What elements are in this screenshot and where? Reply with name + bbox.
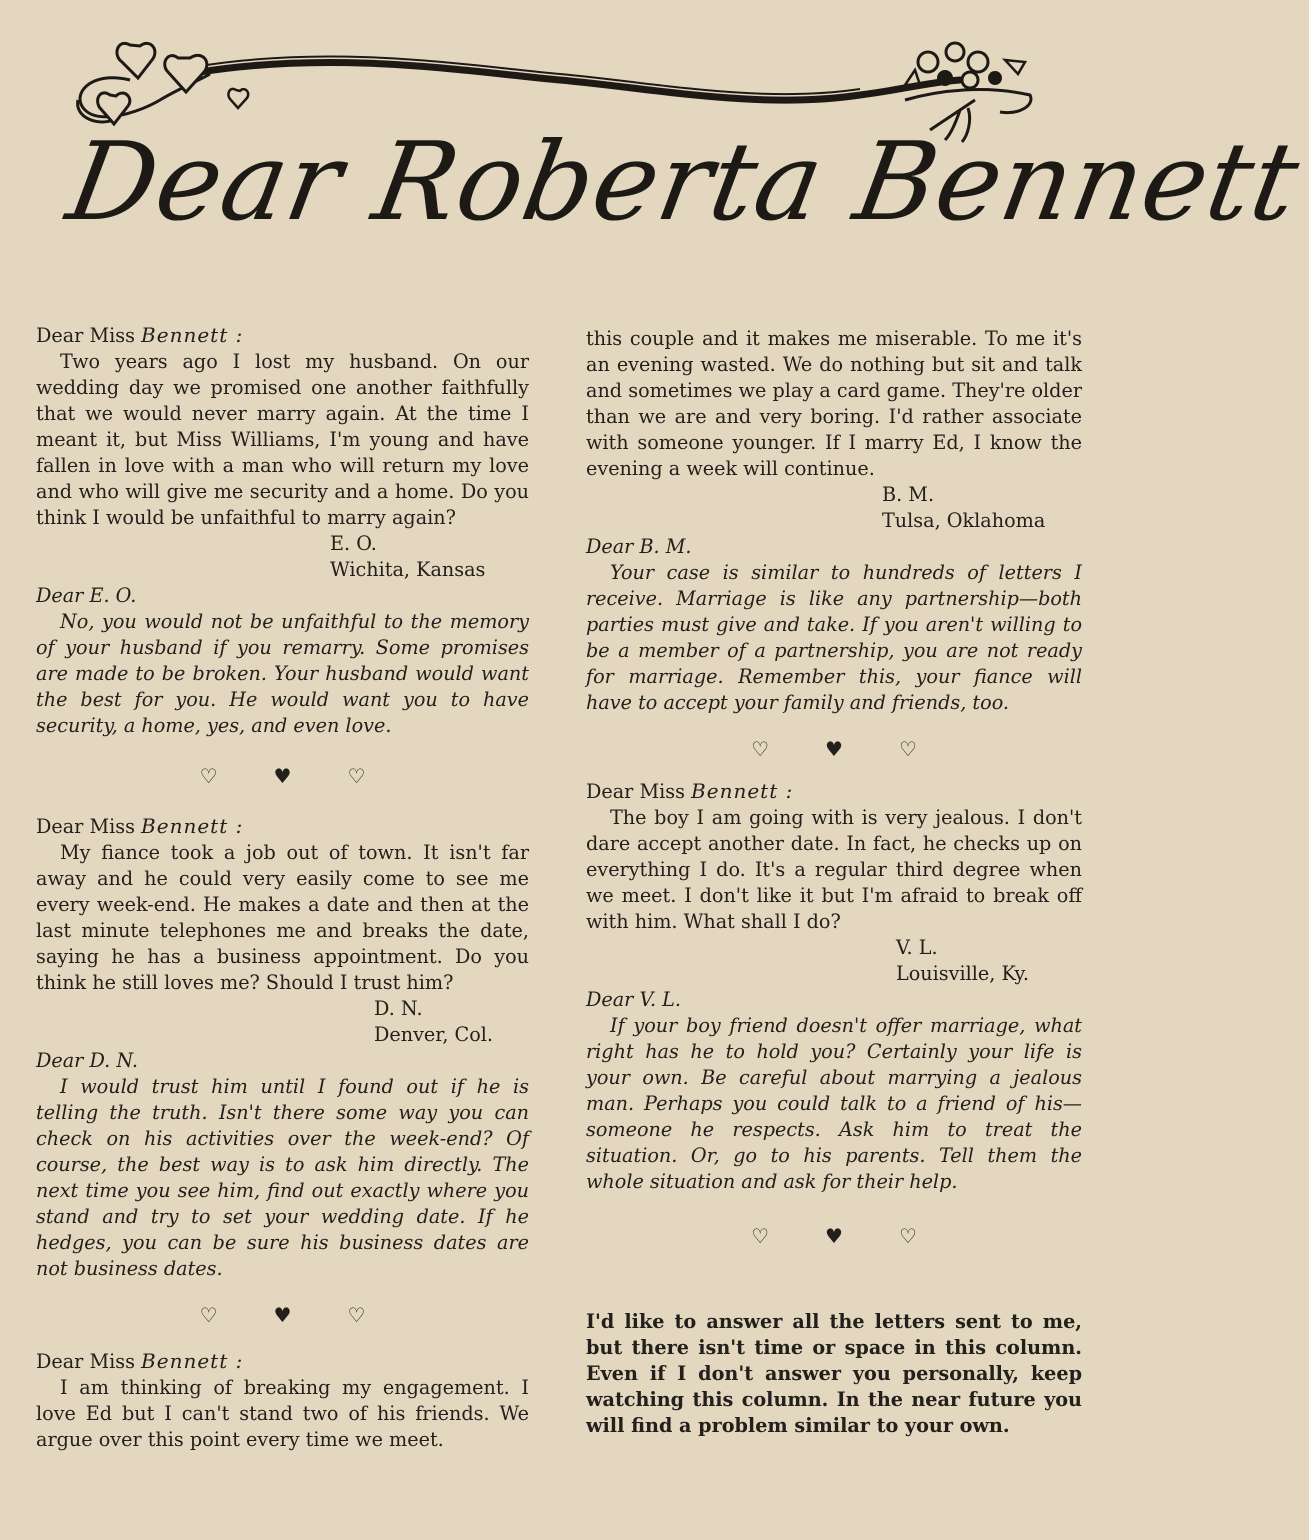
heart-outline-icon: ♡ bbox=[347, 764, 366, 788]
letter-signoff bbox=[586, 935, 1082, 987]
masthead bbox=[0, 0, 1309, 300]
reply-body: No, you would not be unfaithful to the memory of your husband if you remarry. Some promises are made to be broken. Your husband would want the best for you. He would want you to have security, a home, yes, and even love. bbox=[36, 610, 529, 737]
letter-salutation bbox=[586, 778, 1082, 805]
letter-3-continued bbox=[586, 326, 1082, 716]
heart-divider bbox=[586, 716, 1082, 778]
letter-salutation bbox=[36, 813, 529, 840]
heart-divider bbox=[586, 1195, 1082, 1249]
letter-signoff bbox=[36, 531, 529, 583]
letter-signoff bbox=[36, 996, 529, 1048]
heart-divider bbox=[36, 1282, 529, 1348]
salutation-prefix: Dear Miss bbox=[36, 324, 135, 347]
heart-filled-icon: ♥ bbox=[273, 1303, 292, 1327]
letter-body: My fiance took a job out of town. It isn't far away and he could very easily come to see me every week-end. He makes a date and then at the last minute telephones me and breaks the date, saying he has a business appointment. Do you think he still loves me? Should I trust him? bbox=[36, 841, 529, 994]
heart-outline-icon: ♡ bbox=[751, 737, 770, 761]
heart-outline-icon: ♡ bbox=[898, 1224, 917, 1248]
heart-outline-icon: ♡ bbox=[199, 764, 218, 788]
letter-location: Louisville, Ky. bbox=[896, 962, 1029, 985]
salutation-prefix: Dear Miss bbox=[586, 780, 685, 803]
letter-location: Wichita, Kansas bbox=[330, 558, 486, 581]
letter-initials: B. M. bbox=[882, 483, 935, 506]
right-column bbox=[586, 326, 1082, 1439]
heart-filled-icon: ♥ bbox=[825, 1224, 843, 1248]
reply-heading: Dear V. L. bbox=[586, 988, 681, 1011]
letter-salutation bbox=[36, 322, 529, 349]
heart-outline-icon: ♡ bbox=[898, 737, 917, 761]
column-title: Dear Roberta Bennett bbox=[59, 120, 1309, 245]
letter-location: Denver, Col. bbox=[374, 1023, 494, 1046]
reply-body: I would trust him until I found out if he is telling the truth. Isn't there some way you can check on his activities over the week-end? Of course, the best way is to ask him directly. The next time you see him, find out exactly where you stand and try to set your wedding date. If he hedges, you can be sure his business dates are not business dates. bbox=[36, 1075, 529, 1280]
reply-heading: Dear E. O. bbox=[36, 584, 137, 607]
salutation-signature: Bennett : bbox=[141, 1349, 244, 1373]
heart-outline-icon: ♡ bbox=[751, 1224, 770, 1248]
letter-body: Two years ago I lost my husband. On our wedding day we promised one another faithfully that we would never marry again. At the time I meant it, but Miss Williams, I'm young and have fallen in love with a man who will return my love and who will give me security and a home. Do you think I would be unfaithful to marry again? bbox=[36, 350, 529, 529]
heart-outline-icon: ♡ bbox=[347, 1303, 366, 1327]
salutation-signature: Bennett : bbox=[141, 814, 244, 838]
letter-salutation bbox=[36, 1348, 529, 1375]
salutation-prefix: Dear Miss bbox=[36, 815, 135, 838]
salutation-prefix: Dear Miss bbox=[36, 1350, 135, 1373]
letter-body: The boy I am going with is very jealous. I don't dare accept another date. In fact, he checks up on everything I do. It's a regular third degree when we meet. I don't like it but I'm afraid to break off with him. What shall I do? bbox=[586, 806, 1082, 933]
heart-filled-icon: ♥ bbox=[273, 764, 292, 788]
letter-3 bbox=[36, 1348, 529, 1453]
letter-1 bbox=[36, 322, 529, 739]
reply-heading: Dear D. N. bbox=[36, 1049, 139, 1072]
heart-divider bbox=[36, 739, 529, 813]
reply-heading: Dear B. M. bbox=[586, 535, 692, 558]
reply-body: Your case is similar to hundreds of letters I receive. Marriage is like any partnership—both parties must give and take. If you aren't willing to be a member of a partnership, you are not ready for marriage. Remember this, your fiance will have to accept your family and friends, too. bbox=[586, 561, 1082, 714]
salutation-signature: Bennett : bbox=[141, 323, 244, 347]
closing-note: I'd like to answer all the letters sent to me, but there isn't time or space in this column. Even if I don't answer you personally, keep watching this column. In the near future you will find a problem similar to your own. bbox=[586, 1310, 1082, 1437]
letter-2 bbox=[36, 813, 529, 1282]
salutation-signature: Bennett : bbox=[691, 779, 794, 803]
letter-initials: E. O. bbox=[330, 532, 377, 555]
letter-initials: D. N. bbox=[374, 997, 423, 1020]
letter-location: Tulsa, Oklahoma bbox=[882, 509, 1046, 532]
letter-body: I am thinking of breaking my engagement. I love Ed but I can't stand two of his friends. We argue over this point every time we meet. bbox=[36, 1376, 529, 1451]
letter-body-continued: this couple and it makes me miserable. To me it's an evening wasted. We do nothing but sit and talk and sometimes we play a card game. They're older than we are and very boring. I'd rather associate with someone younger. If I marry Ed, I know the evening a week will continue. bbox=[586, 327, 1082, 480]
letter-4 bbox=[586, 778, 1082, 1195]
left-column bbox=[36, 322, 529, 1453]
reply-body: If your boy friend doesn't offer marriage, what right has he to hold you? Certainly your life is your own. Be careful about marrying a jealous man. Perhaps you could talk to a friend of his—someone he respects. Ask him to treat the situation. Or, go to his parents. Tell them the whole situation and ask for their help. bbox=[586, 1014, 1082, 1193]
letter-signoff bbox=[586, 482, 1082, 534]
heart-outline-icon: ♡ bbox=[199, 1303, 218, 1327]
letter-initials: V. L. bbox=[896, 936, 938, 959]
heart-filled-icon: ♥ bbox=[825, 737, 843, 761]
